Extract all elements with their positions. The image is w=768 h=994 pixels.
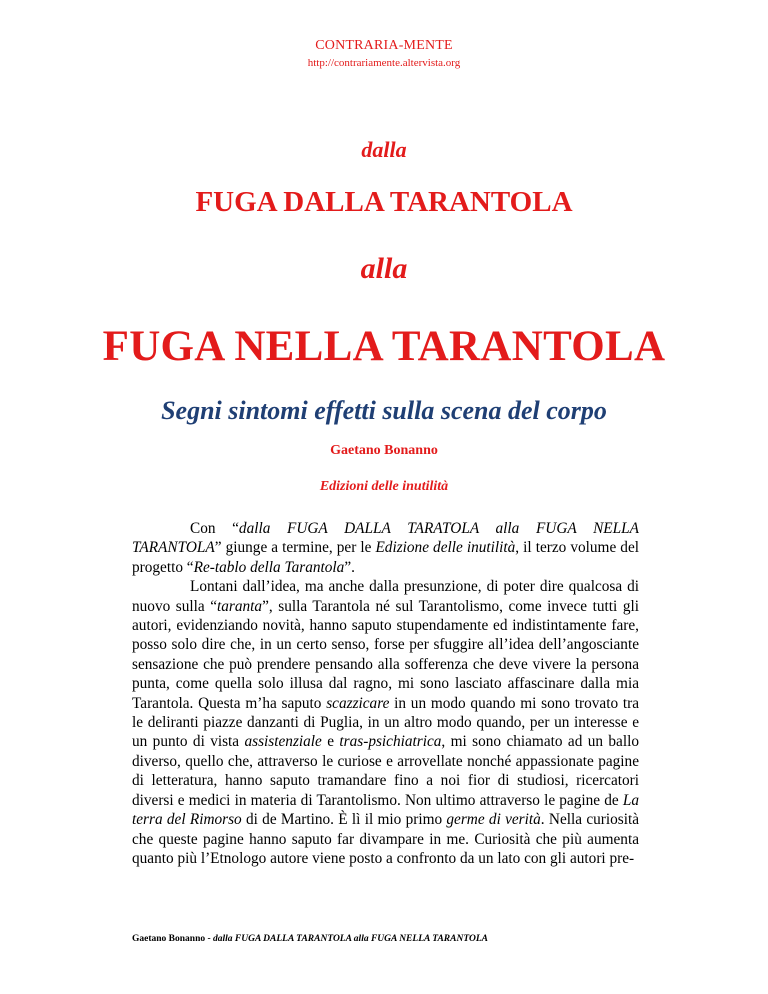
subtitle: Segni sintomi effetti sulla scena del corpo [161,396,607,425]
text-run: ”, sulla Tarantola né sul Tarantolismo, come invece tutti gli autori, evidenziando novità, hanno saputo stupendamente ed indistintamente fare, posso solo dire che, in un certo senso, forse per sfuggire all’idea dell’angosciante sensazione che può prendere pensando alla sofferenza che deve vivere la persona punta, come quella solo illusa dal ragno, mi sono lasciato affascinare dalla mia Tarantola. Questa m’ha saputo [132,597,639,712]
text-run: , il terzo volume del progetto “ [132,539,639,576]
text-run: ” giunge a termine, per le [214,539,376,557]
site-url[interactable]: http://contrariamente.altervista.org [307,57,461,69]
footer-author: Gaetano Bonanno - [132,934,214,944]
title-alla: alla [360,252,408,285]
italic-run: La terra del Rimorso [132,791,639,829]
title-dalla: dalla [361,137,407,162]
text-run: , mi sono chiamato ad un ballo diverso, quello che, attraverso le curiose e arrovellate nonché appassionate pagine di letteratura, hanno saputo tramandare fino a noi fior di studiosi, ricercatori diversi e medici in materia di Tarantolismo. Non ultimo attraverso le pagine de [132,733,639,809]
site-title: CONTRARIA-MENTE [315,38,453,53]
italic-run: scazzicare [326,694,390,712]
author-name: Gaetano Bonanno [330,443,438,458]
italic-run: Re-tablo della Tarantola [193,558,345,576]
text-run: Con “ [190,520,239,537]
paragraph-intro [132,519,639,577]
title-fuga-dalla: FUGA DALLA TARANTOLA [195,186,573,218]
italic-run: tras-psichiatrica [339,733,442,751]
paragraph-main [132,577,639,868]
body-text [132,519,639,868]
italic-run: germe di verità [446,811,541,829]
text-run: e [321,733,340,751]
italic-run: assistenziale [244,733,322,751]
publisher-name: Edizioni delle inutilità [319,479,449,494]
text-run: . Nella curiosità che queste pagine hanno saputo far divampare in me. Curiosità che più aumenta quanto più l’Etnologo autore viene posto a confronto da un lato con gli autori pre- [132,811,639,867]
text-run: in un modo quando mi sono trovato tra le deliranti piazze danzanti di Puglia, in un altro modo quando, per un interesse e un punto di vista [132,694,639,751]
footer-title: dalla FUGA DALLA TARANTOLA alla FUGA NELLA TARANTOLA [213,934,488,944]
italic-run: Edizione delle inutilità [375,539,516,557]
italic-run: taranta [217,597,263,615]
text-run: ”. [344,558,355,576]
italic-run: dalla FUGA DALLA TARATOLA alla FUGA NELLA TARANTOLA [132,520,639,557]
title-fuga-nella: FUGA NELLA TARANTOLA [102,323,666,370]
text-run: di de Martino. È lì il mio primo [241,811,447,829]
page-footer [132,934,488,944]
text-run: Lontani dall’idea, ma anche dalla presunzione, di poter dire qualcosa di nuovo sulla “ [132,578,639,615]
